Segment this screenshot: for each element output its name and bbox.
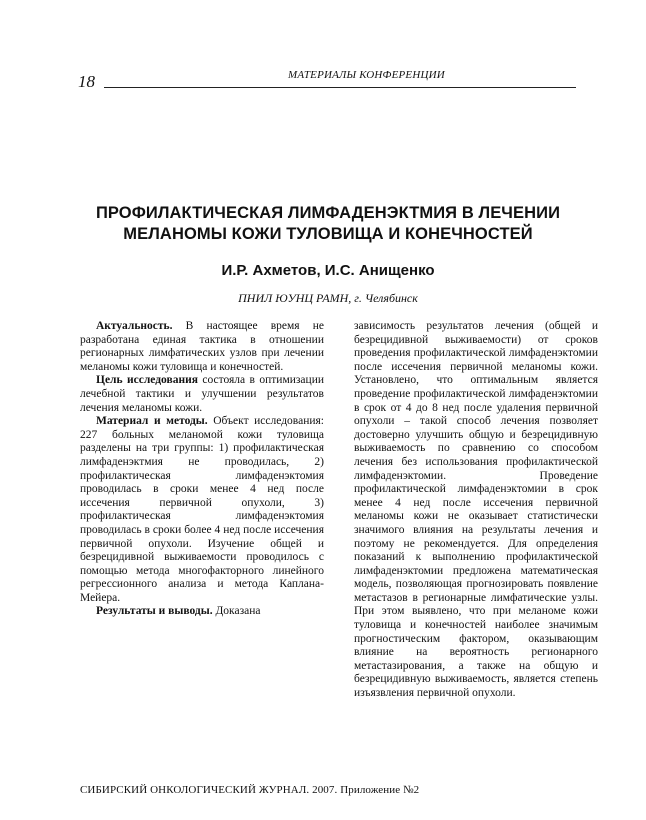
- paragraph-lead: Актуальность.: [96, 320, 173, 332]
- left-column: [80, 320, 324, 619]
- journal-footer: СИБИРСКИЙ ОНКОЛОГИЧЕСКИЙ ЖУРНАЛ. 2007. Приложение №2: [80, 784, 420, 796]
- paragraph-results: [80, 605, 324, 619]
- paragraph-text: Объект исследования: 227 больных меланомой кожи туловища разделены на три группы: 1) профилактическая лимфаденэктмия не проводилась, 2) профилактическая лимфаденэктомия проводилась в сроки менее 4 нед после иссечения первичной опухоли, 3) профилактическая лимфаденэктомия проводилась в сроки более 4 нед после иссечения первичной опухоли. Изучение общей и безрецидивной выживаемости проводилось с помощью метода многофакторного линейного регрессионного анализа и метода Каплана-Мейера.: [80, 415, 324, 604]
- paragraph-methods: [80, 415, 324, 605]
- paragraph-lead: Результаты и выводы.: [96, 605, 213, 618]
- paragraph-text: Доказана: [212, 605, 261, 618]
- article-affiliation: ПНИЛ ЮУНЦ РАМН, г. Челябинск: [238, 291, 418, 305]
- article-title: [80, 203, 576, 245]
- header-rule: [104, 87, 576, 88]
- paragraph-text: состояла в оптимизации лечебной тактики и улучшении результатов лечения меланомы кожи.: [80, 374, 324, 414]
- paragraph-relevance: [80, 320, 324, 374]
- right-column: [354, 320, 598, 701]
- article-authors: И.Р. Ахметов, И.С. Анищенко: [221, 262, 435, 279]
- title-line-1: ПРОФИЛАКТИЧЕСКАЯ ЛИМФАДЕНЭКТМИЯ В ЛЕЧЕНИИ: [95, 204, 561, 222]
- running-header: МАТЕРИАЛЫ КОНФЕРЕНЦИИ: [288, 69, 445, 81]
- paragraph-lead: Материал и методы.: [96, 415, 208, 428]
- paragraph-results-continued: зависимость результатов лечения (общей и безрецидивной выживаемости) от сроков проведения профилактической лимфаденэктомии после иссечения первичной меланомы кожи. Установлено, что оптимальным является проведение профилактической лимфаденэктомии в срок от 4 до 8 нед после удаления первичной опухоли – такой способ лечения позволяет достоверно улучшить общую и безрецидивную выживаемость по сравнению со способом лечения без использования профилактической лимфаденэктомии. Проведение профилактической лимфаденэктомии в срок менее 4 нед после иссечения первичной меланомы кожи не оказывает статистически значимого влияния на результаты лечения и поэтому не рекомендуется. Для определения показаний к выполнению профилактической лимфаденэктомии предложена математическая модель, позволяющая прогнозировать появление метастазов в регионарные лимфатические узлы. При этом выявлено, что при меланоме кожи туловища и конечностей наиболее значимым прогностическим фактором, оказывающим влияние на вероятность регионарного метастазирования, а также на общую и безрецидивную выживаемость, является степень изъязвления первичной опухоли.: [354, 320, 598, 700]
- title-line-2: МЕЛАНОМЫ КОЖИ ТУЛОВИЩА И КОНЕЧНОСТЕЙ: [123, 225, 533, 243]
- paragraph-text: В настоящее время не разработана единая тактика в отношении регионарных лимфатических узлов при лечении меланомы кожи туловища и конечностей.: [80, 320, 324, 373]
- paragraph-aim: [80, 374, 324, 415]
- page-number: 18: [78, 72, 95, 91]
- paragraph-lead: Цель исследования: [96, 374, 198, 387]
